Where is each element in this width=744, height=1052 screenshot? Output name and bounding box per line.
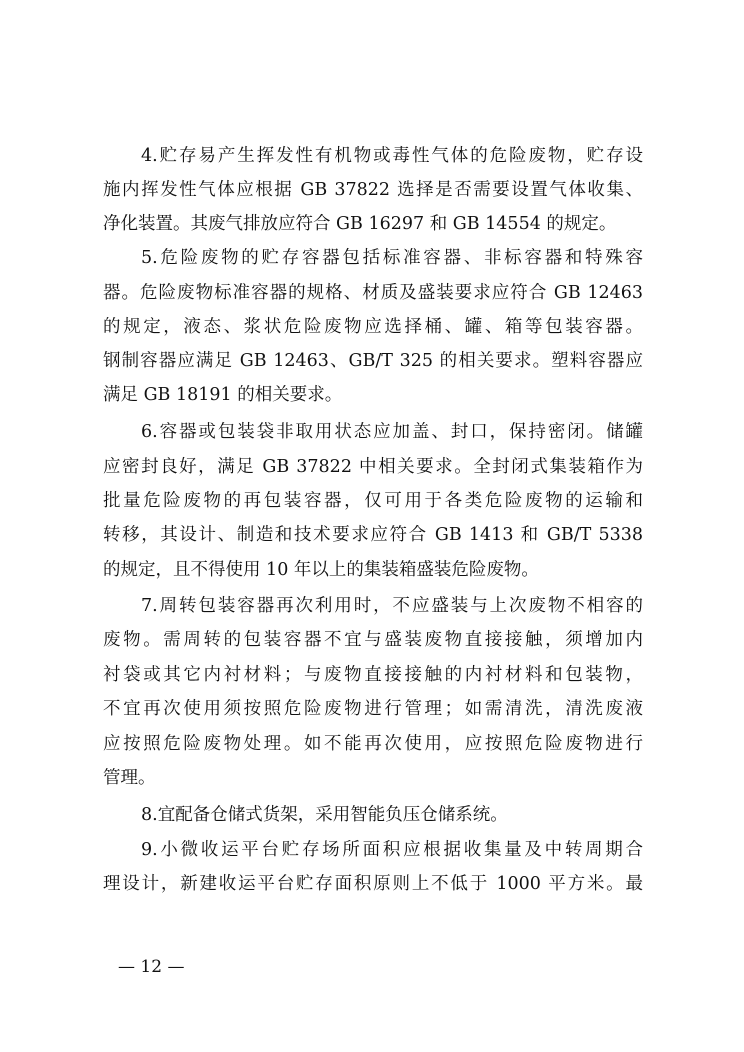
paragraph-6-line-4: 转移，其设计、制造和技术要求应符合 GB 1413 和 GB/T 5338: [103, 525, 643, 545]
paragraph-5-line-3: 的规定，液态、浆状危险废物应选择桶、罐、箱等包装容器。: [103, 317, 643, 337]
paragraph-9-line-1: 9.小微收运平台贮存场所面积应根据收集量及中转周期合: [141, 840, 643, 860]
paragraph-9-line-2: 理设计，新建收运平台贮存面积原则上不低于 1000 平方米。最: [103, 874, 643, 894]
paragraph-4-line-1: 4.贮存易产生挥发性有机物或毒性气体的危险废物，贮存设: [141, 146, 643, 166]
paragraph-7-line-4: 不宜再次使用须按照危险废物进行管理；如需清洗，清洗废液: [103, 699, 643, 719]
paragraph-4-line-2: 施内挥发性气体应根据 GB 37822 选择是否需要设置气体收集、: [103, 180, 643, 200]
paragraph-7-line-5: 应按照危险废物处理。如不能再次使用，应按照危险废物进行: [103, 734, 643, 754]
paragraph-5-line-5: 满足 GB 18191 的相关要求。: [103, 385, 343, 405]
paragraph-7-line-3: 衬袋或其它内衬材料；与废物直接接触的内衬材料和包装物，: [103, 665, 643, 685]
page-number: — 12 —: [118, 957, 185, 977]
paragraph-5-line-1: 5.危险废物的贮存容器包括标准容器、非标容器和特殊容: [141, 248, 643, 268]
paragraph-4-line-3: 净化装置。其废气排放应符合 GB 16297 和 GB 14554 的规定。: [103, 214, 617, 234]
paragraph-7-line-1: 7.周转包装容器再次利用时，不应盛装与上次废物不相容的: [141, 596, 643, 616]
paragraph-7-line-6: 管理。: [103, 768, 156, 788]
paragraph-6-line-2: 应密封良好，满足 GB 37822 中相关要求。全封闭式集装箱作为: [103, 457, 643, 477]
paragraph-6-line-3: 批量危险废物的再包装容器，仅可用于各类危险废物的运输和: [103, 491, 643, 511]
paragraph-6-line-1: 6.容器或包装袋非取用状态应加盖、封口，保持密闭。储罐: [141, 422, 643, 442]
paragraph-7-line-2: 废物。需周转的包装容器不宜与盛装废物直接接触，须增加内: [103, 630, 643, 650]
paragraph-8-line-1: 8.宜配备仓储式货架，采用智能负压仓储系统。: [141, 805, 508, 825]
paragraph-5-line-4: 钢制容器应满足 GB 12463、GB/T 325 的相关要求。塑料容器应: [103, 351, 643, 371]
paragraph-5-line-2: 器。危险废物标准容器的规格、材质及盛装要求应符合 GB 12463: [103, 283, 643, 303]
paragraph-6-line-5: 的规定，且不得使用 10 年以上的集装箱盛装危险废物。: [103, 560, 539, 580]
